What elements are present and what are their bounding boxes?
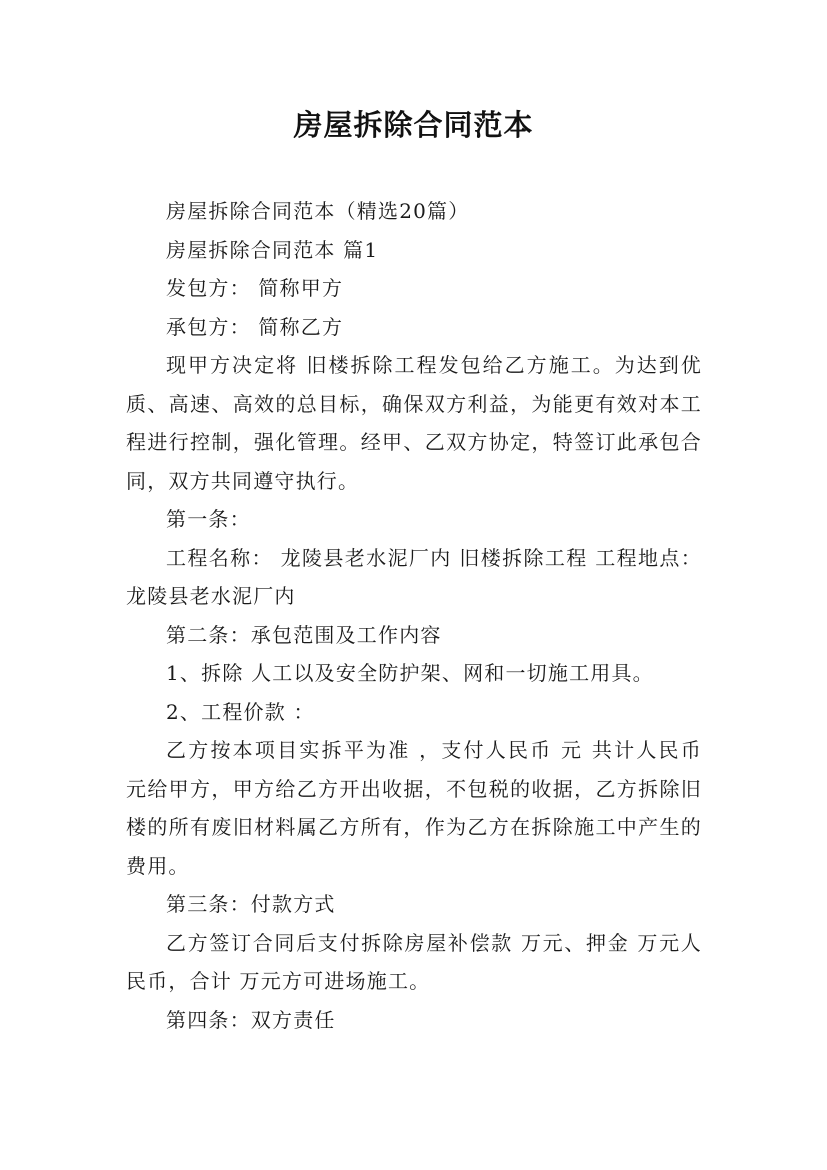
paragraph-article-4: 第四条：双方责任 [166,1007,336,1032]
paragraph-intro: 现甲方决定将 旧楼拆除工程发包给乙方施工。为达到优质、高速、高效的总目标，确保双方利益，为能更有效对本工程进行控制，强化管理。经甲、乙双方协定，特签订此承包合同，双方共同遵守执行。 [126,353,702,493]
paragraph-project-name: 工程名称： 龙陵县老水泥厂内 旧楼拆除工程 工程地点： 龙陵县老水泥厂内 [126,545,702,608]
paragraph-payment-method: 乙方签订合同后支付拆除房屋补偿款 万元、押金 万元人民币，合计 万元方可进场施工。 [126,930,702,993]
paragraph-party-b: 承包方： 简称乙方 [166,314,344,339]
paragraph-item-1: 1、拆除 人工以及安全防护架、网和一切施工用具。 [166,661,654,685]
document-title: 房屋拆除合同范本 [293,108,534,142]
paragraph-section-heading: 房屋拆除合同范本 篇1 [166,237,379,262]
paragraph-article-1: 第一条： [166,507,251,531]
paragraph-article-2: 第二条：承包范围及工作内容 [166,622,442,647]
document-body [126,192,702,1039]
paragraph-article-3: 第三条：付款方式 [166,892,336,916]
paragraph-subtitle: 房屋拆除合同范本（精选20篇） [166,199,470,223]
paragraph-item-2: 2、工程价款 ： [166,699,315,724]
paragraph-party-a: 发包方： 简称甲方 [166,276,344,300]
paragraph-payment-terms: 乙方按本项目实拆平为准 ，支付人民币 元 共计人民币 元给甲方，甲方给乙方开出收据，不包税的收据，乙方拆除旧楼的所有废旧材料属乙方所有，作为乙方在拆除施工中产生的费用。 [126,738,702,878]
